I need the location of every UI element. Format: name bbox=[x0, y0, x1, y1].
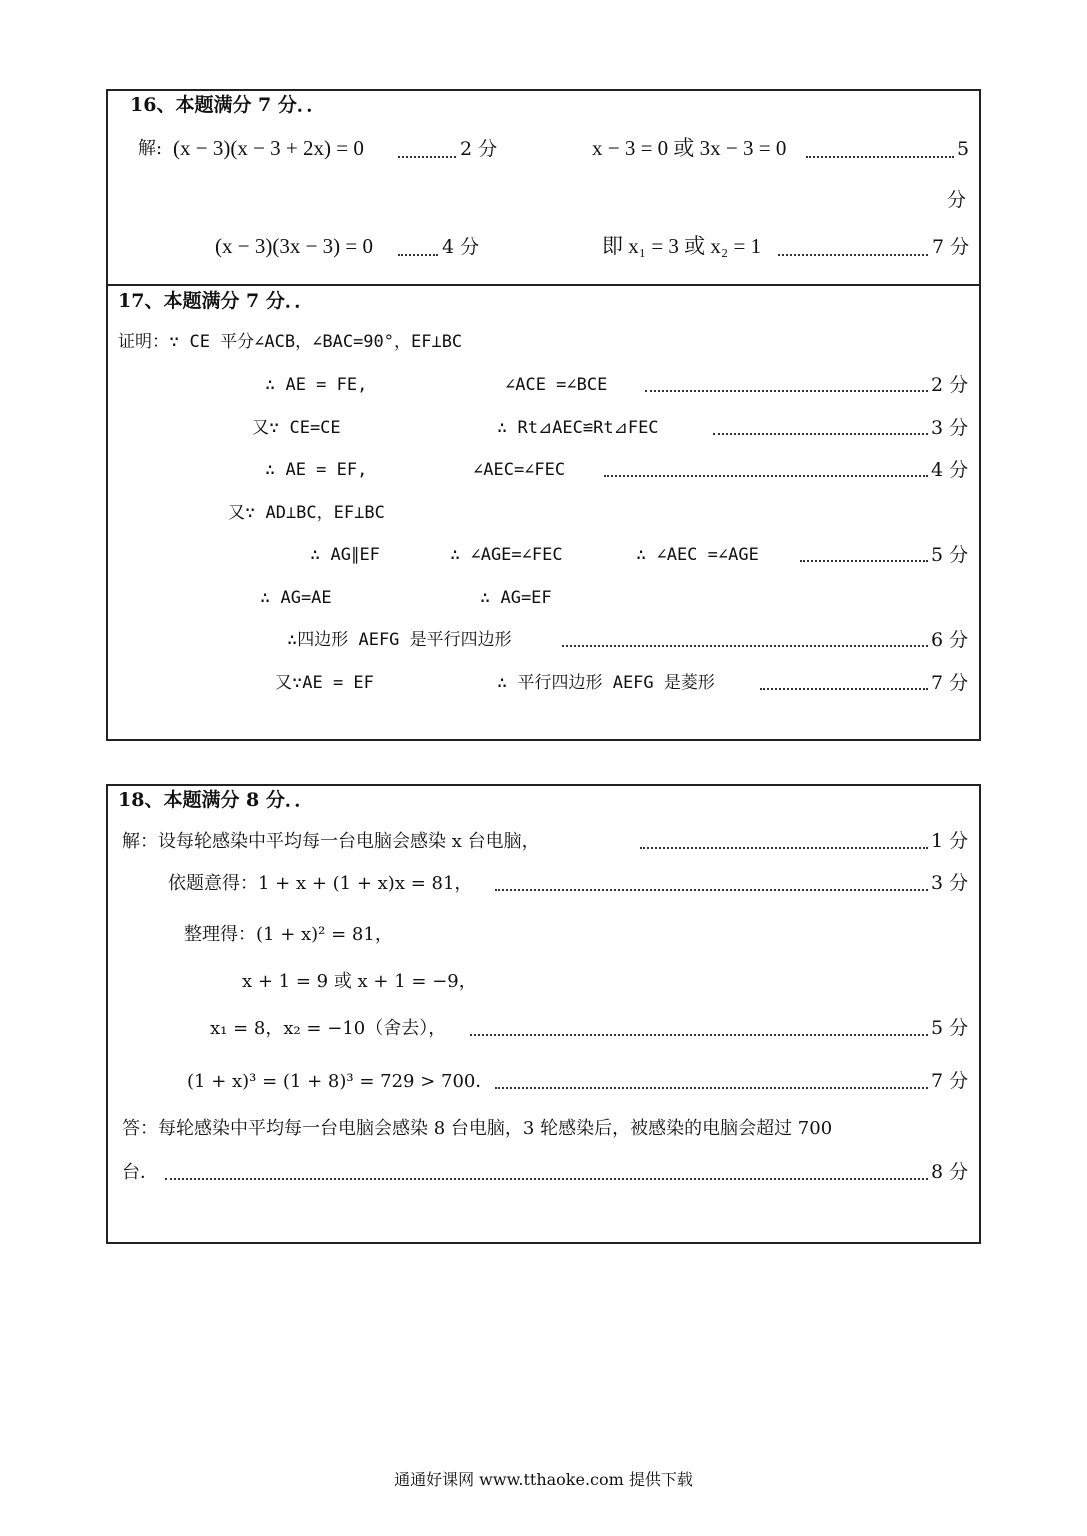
q18-dots-2 bbox=[495, 889, 928, 891]
q17-mark-7: 7 分 bbox=[931, 672, 969, 694]
q16-dots-1 bbox=[398, 156, 456, 158]
q18-line4: x + 1 = 9 或 x + 1 = −9， bbox=[242, 971, 477, 992]
q18-mark-8: 8 分 bbox=[931, 1161, 969, 1183]
q17-step7: ∴四边形 AEFG 是平行四边形 bbox=[287, 630, 512, 650]
q17-step6-a: ∴ AG=AE bbox=[260, 588, 332, 608]
q17-dots-7 bbox=[760, 688, 928, 690]
q16-equation-1: (x − 3)(x − 3 + 2x) = 0 bbox=[173, 136, 364, 160]
question-18-box bbox=[106, 784, 981, 1244]
q17-mark-4: 4 分 bbox=[931, 459, 969, 481]
q16-equation-2: (x − 3)(3x − 3) = 0 bbox=[215, 234, 374, 258]
q16-mark-7: 7 分 bbox=[932, 236, 970, 258]
q17-dots-1 bbox=[645, 390, 928, 392]
q16-equation-3: x − 3 = 0 或 3x − 3 = 0 bbox=[592, 136, 787, 160]
q16-answer: 即 x₁ = 3 或 x₂ = 1 bbox=[602, 234, 762, 258]
q18-line1: 解：设每轮感染中平均每一台电脑会感染 x 台电脑， bbox=[122, 831, 540, 852]
q17-dots-2 bbox=[713, 433, 928, 435]
q18-dots-6 bbox=[495, 1087, 928, 1089]
q17-step3-b: ∠AEC=∠FEC bbox=[473, 460, 566, 480]
q18-mark-5: 5 分 bbox=[931, 1017, 969, 1039]
q18-dots-5 bbox=[470, 1034, 928, 1036]
q17-proof-intro: 证明：∵ CE 平分∠ACB，∠BAC=90°，EF⊥BC bbox=[118, 332, 463, 352]
q17-step4: 又∵ AD⊥BC，EF⊥BC bbox=[228, 503, 385, 523]
q17-step6-b: ∴ AG=EF bbox=[480, 588, 552, 608]
q17-dots-3 bbox=[604, 475, 928, 477]
q17-step2-a: 又∵ CE=CE bbox=[252, 418, 341, 438]
q18-title: 18、本题满分 8 分．． bbox=[118, 789, 314, 811]
q18-mark-1: 1 分 bbox=[931, 830, 969, 852]
q17-mark-2: 2 分 bbox=[931, 374, 969, 396]
q17-step1-a: ∴ AE = FE, bbox=[265, 375, 368, 395]
q17-title: 17、本题满分 7 分．． bbox=[118, 290, 314, 312]
q18-line2: 依题意得：1 + x + (1 + x)x = 81， bbox=[168, 873, 473, 894]
q17-step2-b: ∴ Rt⊿AEC≌Rt⊿FEC bbox=[497, 418, 659, 438]
q18-line5: x₁ = 8，x₂ = −10（舍去）， bbox=[210, 1018, 447, 1039]
q17-step8-a: 又∵AE = EF bbox=[275, 673, 374, 693]
q17-mark-3: 3 分 bbox=[931, 417, 969, 439]
q18-answer-cont: 台． bbox=[122, 1162, 158, 1183]
q17-mark-6: 6 分 bbox=[931, 629, 969, 651]
q16-dots-4 bbox=[778, 254, 928, 256]
q17-step5-c: ∴ ∠AEC =∠AGE bbox=[636, 545, 759, 565]
q16-title: 16、本题满分 7 分．． bbox=[130, 94, 326, 116]
q17-step8-b: ∴ 平行四边形 AEFG 是菱形 bbox=[497, 673, 715, 693]
q18-dots-8 bbox=[165, 1178, 928, 1180]
q17-step5-a: ∴ AG∥EF bbox=[310, 545, 380, 565]
q18-dots-1 bbox=[640, 847, 928, 849]
q17-mark-5: 5 分 bbox=[931, 544, 969, 566]
q18-line6: (1 + x)³ = (1 + 8)³ = 729 > 700． bbox=[187, 1071, 494, 1092]
q16-dots-3 bbox=[806, 156, 954, 158]
q17-dots-5 bbox=[800, 560, 928, 562]
q16-dots-2 bbox=[398, 254, 438, 256]
q16-mark-5: 5 bbox=[957, 138, 970, 160]
footer-credit: 通通好课网 www.tthaoke.com 提供下载 bbox=[394, 1470, 693, 1489]
q18-mark-7: 7 分 bbox=[931, 1070, 969, 1092]
q18-answer: 答：每轮感染中平均每一台电脑会感染 8 台电脑，3 轮感染后，被感染的电脑会超过 700 bbox=[122, 1118, 833, 1139]
q17-step5-b: ∴ ∠AGE=∠FEC bbox=[450, 545, 563, 565]
q16-mark-4: 4 分 bbox=[442, 236, 480, 258]
q17-step3-a: ∴ AE = EF, bbox=[265, 460, 368, 480]
q17-dots-6 bbox=[562, 645, 928, 647]
q17-step1-b: ∠ACE =∠BCE bbox=[505, 375, 608, 395]
q18-line3: 整理得：(1 + x)² = 81， bbox=[184, 924, 393, 945]
q16-mark-2: 2 分 bbox=[460, 138, 498, 160]
q16-mark-5-unit: 分 bbox=[947, 189, 967, 211]
q18-mark-3: 3 分 bbox=[931, 872, 969, 894]
q16-solution-label: 解: bbox=[138, 138, 163, 159]
